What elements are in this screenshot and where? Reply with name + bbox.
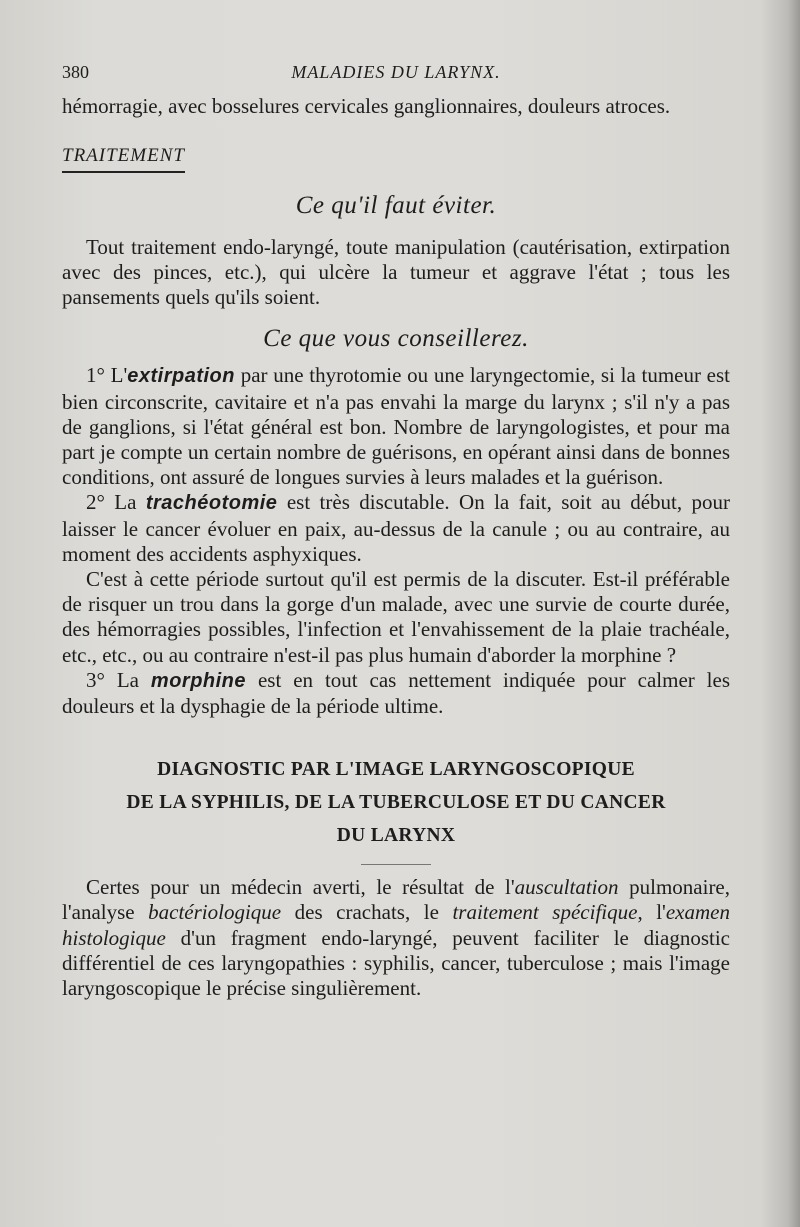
paragraph-morphine: 3° La morphine est en tout cas nettement indiquée pour calmer les douleurs et la dysphagie de la période ultime. <box>62 667 731 719</box>
item-number: 1° <box>86 363 105 388</box>
chapter-heading <box>62 753 730 852</box>
term-tracheotomie: trachéotomie <box>145 492 278 515</box>
heading-line-2: DE LA SYPHILIS, DE LA TUBERCULOSE ET DU CANCER <box>126 792 666 814</box>
subheading-eviter: Ce qu'il faut éviter. <box>295 192 497 220</box>
paragraph-tracheotomie: 2° La trachéotomie est très discutable. On la fait, soit au début, pour laisser le cancer évoluer en paix, au-dessus de la canule ; ou au contraire, au moment des accidents asphyxiques. <box>62 490 730 566</box>
heading-line-1: DIAGNOSTIC PAR L'IMAGE LARYNGOSCOPIQUE <box>157 759 635 781</box>
term-morphine: morphine <box>150 669 247 692</box>
paragraph-diagnostic: Certes pour un médecin averti, le résultat de l'auscultation pulmonaire, l'analyse bactériologique des crachats, le traitement spécifique, l'examen histologique d'un fragment endo-laryngé, peuvent faciliter le diagnostic différentiel de ces laryngopathies : syphilis, cancer, tuberculose ; mais l'image laryngoscopique le précise singulièrement. <box>62 875 731 1001</box>
paragraph-continuation: hémorragie, avec bosselures cervicales ganglionnaires, douleurs atroces. <box>62 94 671 118</box>
term-extirpation: extirpation <box>127 365 235 388</box>
heading-line-3: DU LARYNX <box>336 825 456 847</box>
paragraph-discussion: C'est à cette période surtout qu'il est permis de la discuter. Est-il préférable de risquer un trou dans la gorge d'un malade, avec une survie de courte durée, des hémorragies possibles, l'infection et l'envahissement de la plaie trachéale, etc., etc., ou au contraire n'est-il pas plus humain d'aborder la morphine ? <box>62 567 730 667</box>
item-number: 3° <box>86 667 105 692</box>
section-label-traitement: TRAITEMENT <box>62 143 185 173</box>
paragraph-extirpation: 1° L'extirpation par une thyrotomie ou une laryngectomie, si la tumeur est bien circonscrite, cavitaire et n'a pas envahi la marge du larynx ; s'il n'y a pas de ganglions, si l'état général est bon. Nombre de laryngologistes, et pour ma part je compte un certain nombre de guérisons, en opérant ainsi dans de bonnes conditions, ont assuré de longues survies à leurs malades et la guérison. <box>62 363 731 490</box>
header-title: MALADIES DU LARYNX. <box>291 62 501 82</box>
heading-divider <box>361 864 431 865</box>
subheading-conseillerez: Ce que vous conseillerez. <box>263 325 529 353</box>
page-edge-shadow <box>760 0 800 1227</box>
paragraph-eviter: Tout traitement endo-laryngé, toute manipulation (cautérisation, extirpation avec des pinces, etc.), qui ulcère la tumeur et aggrave l'état ; tous les pansements quels qu'ils soient. <box>62 234 730 310</box>
item-number: 2° <box>86 490 105 515</box>
page-number: 380 <box>62 62 89 82</box>
page-content <box>62 94 730 1001</box>
running-head <box>62 62 730 88</box>
